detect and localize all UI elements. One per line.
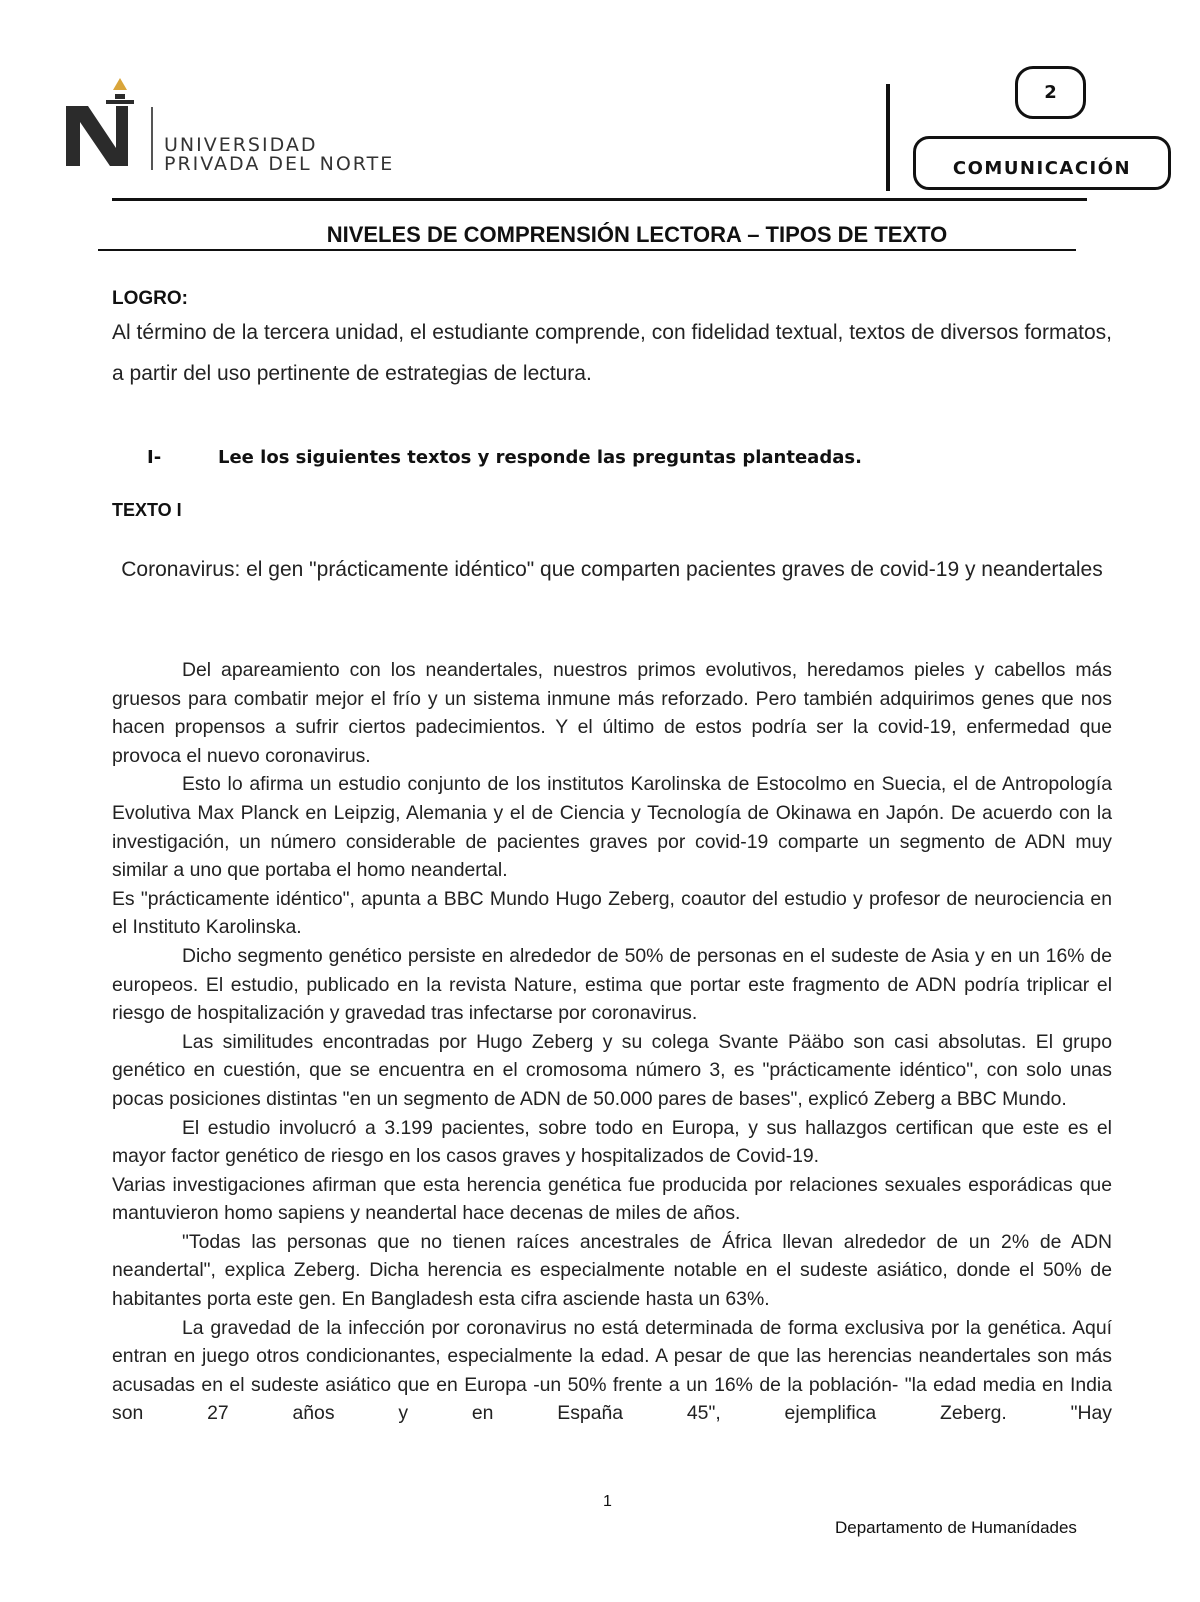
logro-text: Al término de la tercera unidad, el estudiante comprende, con fidelidad textual, textos de diversos formatos, a partir del uso pertinente de estrategias de lectura.	[112, 321, 1112, 385]
logo-separator	[151, 107, 153, 170]
department-footer: Departamento de Humanídades	[835, 1518, 1077, 1537]
article-paragraph: Es "prácticamente idéntico", apunta a BBC Mundo Hugo Zeberg, coautor del estudio y profesor de neurociencia en el Instituto Karolinska.	[112, 887, 1112, 939]
section-instruction: Lee los siguientes textos y responde las preguntas planteadas.	[218, 447, 862, 468]
article-paragraph: Esto lo afirma un estudio conjunto de los institutos Karolinska de Estocolmo en Suecia, el de Antropología Evolutiva Max Planck en Leipzig, Alemania y el de Ciencia y Tecnología de Okinawa en Japón. De acuerdo con la investigación, un número considerable de pacientes graves por covid-19 comparte un segmento de ADN muy similar a uno que portaba el homo neandertal.	[112, 773, 1112, 882]
university-name	[164, 136, 394, 174]
page-number: 1	[603, 1493, 612, 1510]
article-paragraph: Dicho segmento genético persiste en alrededor de 50% de personas en el sudeste de Asia y en un 16% de europeos. El estudio, publicado en la revista Nature, estima que portar este fragmento de ADN podría triplicar el riesgo de hospitalización y gravedad tras infectarse por coronavirus.	[112, 944, 1112, 1025]
university-logo-icon	[66, 76, 146, 172]
article-title: Coronavirus: el gen "prácticamente idéntico" que comparten pacientes graves de covid-19 y neandertales	[121, 558, 1103, 581]
article-paragraph: El estudio involucró a 3.199 pacientes, sobre todo en Europa, y sus hallazgos certifican que este es el mayor factor genético de riesgo en los casos graves y hospitalizados de Covid-19.	[112, 1116, 1112, 1168]
logro-label: LOGRO:	[112, 288, 188, 309]
article-body	[112, 656, 1112, 1428]
university-name-line1: UNIVERSIDAD	[164, 134, 318, 156]
article-paragraph: La gravedad de la infección por coronavirus no está determinada de forma exclusiva por la genética. Aquí entran en juego otros condicionantes, especialmente la edad. A pesar de que las herencias neandertales son más acusadas en el sudeste asiático que en Europa -un 50% frente a un 16% de la población- "la edad media en India son 27 años y en España 45", ejemplifica Zeberg. "Hay	[112, 1316, 1112, 1425]
university-name-line2: PRIVADA DEL NORTE	[164, 153, 395, 175]
unit-number-box: 2	[1015, 66, 1086, 119]
texto-label: TEXTO I	[112, 500, 182, 520]
article-paragraph: Las similitudes encontradas por Hugo Zeberg y su colega Svante Pääbo son casi absolutas. El grupo genético en cuestión, que se encuentra en el cromosoma número 3, es "prácticamente idéntico", con solo unas pocas posiciones distintas "en un segmento de ADN de 50.000 pares de bases", explicó Zeberg a BBC Mundo.	[112, 1030, 1112, 1110]
header-divider	[112, 198, 1087, 201]
article-paragraph: Varias investigaciones afirman que esta herencia genética fue producida por relaciones sexuales esporádicas que mantuvieron homo sapiens y neandertal hace decenas de miles de años.	[112, 1173, 1112, 1225]
article-paragraph: Del apareamiento con los neandertales, nuestros primos evolutivos, heredamos pieles y cabellos más gruesos para combatir mejor el frío y un sistema inmune más reforzado. Pero también adquirimos genes que nos hacen propensos a sufrir ciertos padecimientos. Y el último de estos podría ser la covid-19, enfermedad que provoca el nuevo coronavirus.	[112, 659, 1112, 767]
article-paragraph: "Todas las personas que no tienen raíces ancestrales de África llevan alrededor de un 2% de ADN neandertal", explica Zeberg. Dicha herencia es especialmente notable en el sudeste asiático, donde el 50% de habitantes porta este gen. En Bangladesh esta cifra asciende hasta un 63%.	[112, 1230, 1112, 1311]
header-vertical-bar	[886, 84, 890, 191]
page-title: NIVELES DE COMPRENSIÓN LECTORA – TIPOS DE TEXTO	[326, 222, 948, 247]
title-underline	[98, 249, 1076, 251]
section-number: I-	[147, 447, 162, 468]
course-box: COMUNICACIÓN	[913, 136, 1171, 190]
